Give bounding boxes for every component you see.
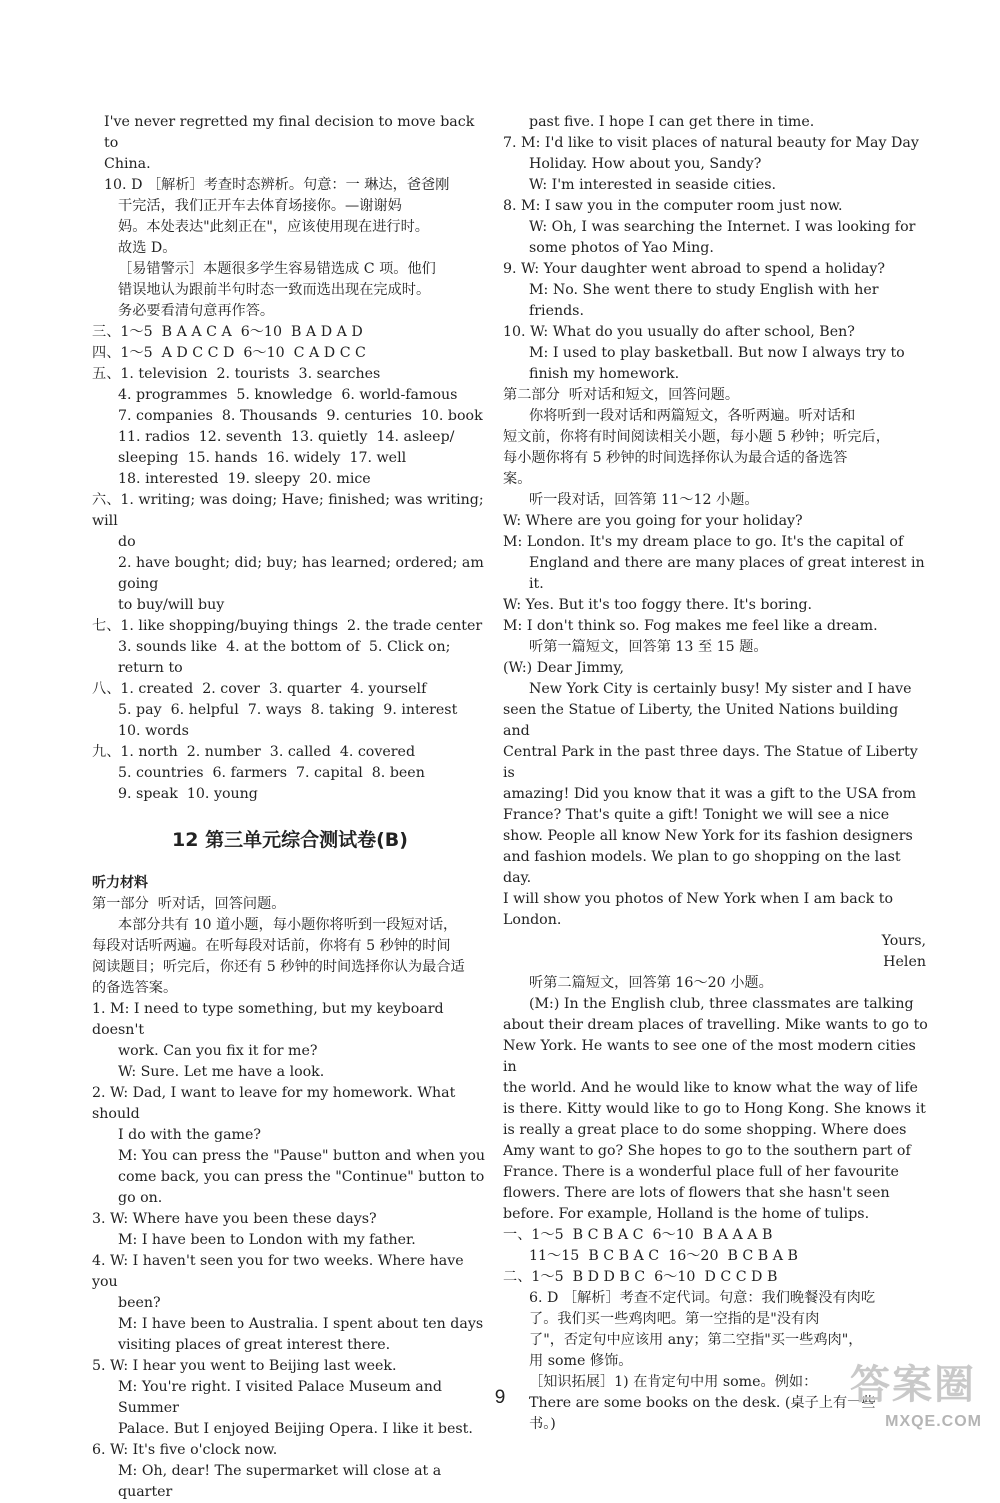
text-line: go on. bbox=[118, 1190, 163, 1206]
text-line: New York. He wants to see one of the most modern cities in bbox=[503, 1038, 921, 1075]
text-line: M: I don't think so. Fog makes me feel like a dream. bbox=[503, 618, 878, 634]
text-line: China. bbox=[104, 156, 151, 172]
text-line: M: You can press the "Pause" button and when you bbox=[118, 1148, 486, 1164]
text-line: been? bbox=[118, 1295, 161, 1311]
text-line: I will show you photos of New York when I am back to bbox=[503, 891, 894, 907]
text-line: 三、1～5 B A A C A 6～10 B A D A D bbox=[92, 324, 363, 340]
text-line: 10. W: What do you usually do after school, Ben? bbox=[503, 324, 855, 340]
text-line: 九、1. north 2. number 3. called 4. covered bbox=[92, 744, 416, 760]
listening-heading: 听力材料 bbox=[92, 875, 148, 891]
text-line: M: You're right. I visited Palace Museum and Summer bbox=[118, 1379, 447, 1416]
text-line: 1. M: I need to type something, but my keyboard doesn't bbox=[92, 1001, 449, 1038]
text-line: 你将听到一段对话和两篇短文，各听两遍。听对话和 bbox=[529, 408, 856, 424]
left-column bbox=[92, 112, 488, 1503]
text-line: 故选 D。 bbox=[118, 240, 177, 256]
text-line: (W:) Dear Jimmy, bbox=[503, 660, 624, 676]
text-line: 阅读题目；听完后，你还有 5 秒钟的时间选择你认为最合适 bbox=[92, 959, 465, 975]
text-line: 二、1～5 B D D B C 6～10 D C C D B bbox=[503, 1269, 778, 1285]
text-line: 8. M: I saw you in the computer room just now. bbox=[503, 198, 843, 214]
text-line: 八、1. created 2. cover 3. quarter 4. yourself bbox=[92, 681, 427, 697]
text-line: 10. words bbox=[118, 723, 189, 739]
text-line: seen the Statue of Liberty, the United Nations building and bbox=[503, 702, 903, 739]
right-text-block bbox=[503, 112, 928, 1435]
text-line: 5. W: I hear you went to Beijing last week. bbox=[92, 1358, 397, 1374]
text-line: about their dream places of travelling. Mike wants to go to bbox=[503, 1017, 928, 1033]
text-line: 2. W: Dad, I want to leave for my homework. What should bbox=[92, 1085, 460, 1122]
text-line: Yours, bbox=[881, 933, 926, 949]
text-line: I do with the game? bbox=[118, 1127, 262, 1143]
section-title: 12 第三单元综合测试卷(B) bbox=[172, 829, 408, 851]
text-line: W: Sure. Let me have a look. bbox=[118, 1064, 325, 1080]
text-line: 6. W: It's five o'clock now. bbox=[92, 1442, 278, 1458]
listening-script-block bbox=[92, 894, 488, 1503]
text-line: Central Park in the past three days. The Statue of Liberty is bbox=[503, 744, 923, 781]
text-line: 了。我们买一些鸡肉吧。第一空指的是"没有肉 bbox=[529, 1311, 820, 1327]
text-line: some photos of Yao Ming. bbox=[529, 240, 714, 256]
text-line: There are some books on the desk. (桌子上有一些 bbox=[529, 1395, 876, 1411]
text-line: 本部分共有 10 道小题，每小题你将听到一段短对话， bbox=[118, 917, 458, 933]
text-line: (M:) In the English club, three classmates are talking bbox=[529, 996, 914, 1012]
text-line: 4. programmes 5. knowledge 6. world-famous bbox=[118, 387, 458, 403]
text-line: 第一部分 听对话，回答问题。 bbox=[92, 896, 286, 912]
text-line: 4. W: I haven't seen you for two weeks. Where have you bbox=[92, 1253, 469, 1290]
text-line: 案。 bbox=[503, 471, 532, 487]
text-line: 用 some 修饰。 bbox=[529, 1353, 633, 1369]
text-line: amazing! Did you know that it was a gift to the USA from bbox=[503, 786, 917, 802]
text-line: W: Oh, I was searching the Internet. I was looking for bbox=[529, 219, 916, 235]
text-line: come back, you can press the "Continue" button to bbox=[118, 1169, 485, 1185]
text-line: past five. I hope I can get there in time. bbox=[529, 114, 815, 130]
text-line: 四、1～5 A D C C D 6～10 C A D C C bbox=[92, 345, 366, 361]
text-line: W: I'm interested in seaside cities. bbox=[529, 177, 777, 193]
text-line: 9. speak 10. young bbox=[118, 786, 258, 802]
text-line: London. bbox=[503, 912, 562, 928]
text-line: England and there are many places of great interest in bbox=[529, 555, 925, 571]
text-line: ［知识拓展］1) 在肯定句中用 some。例如： bbox=[529, 1374, 818, 1390]
left-answers-block bbox=[92, 112, 488, 805]
text-line: 七、1. like shopping/buying things 2. the trade center bbox=[92, 618, 483, 634]
text-line: M: I used to play basketball. But now I always try to bbox=[529, 345, 905, 361]
text-line: 11. radios 12. seventh 13. quietly 14. asleep/ bbox=[118, 429, 455, 445]
text-line: 3. W: Where have you been these days? bbox=[92, 1211, 377, 1227]
text-line: friends. bbox=[529, 303, 584, 319]
text-line: Helen bbox=[883, 954, 926, 970]
text-line: New York City is certainly busy! My sister and I have bbox=[529, 681, 912, 697]
text-line: France? That's quite a gift! Tonight we will see a nice bbox=[503, 807, 890, 823]
text-line: 5. pay 6. helpful 7. ways 8. taking 9. interest bbox=[118, 702, 458, 718]
text-line: 每段对话听两遍。在听每段对话前，你将有 5 秒钟的时间 bbox=[92, 938, 451, 954]
text-line: 每小题你将有 5 秒钟的时间选择你认为最合适的备选答 bbox=[503, 450, 848, 466]
text-line: W: Where are you going for your holiday? bbox=[503, 513, 803, 529]
text-line: 3. sounds like 4. at the bottom of 5. Click on; bbox=[118, 639, 451, 655]
text-line: M: I have been to London with my father. bbox=[118, 1232, 416, 1248]
text-line: the world. And he would like to know what the way of life bbox=[503, 1080, 918, 1096]
text-line: 了"，否定句中应该用 any；第二空指"买一些鸡肉"， bbox=[529, 1332, 863, 1348]
text-line: M: No. She went there to study English with her bbox=[529, 282, 879, 298]
text-line: work. Can you fix it for me? bbox=[118, 1043, 318, 1059]
text-line: 干完活，我们正开车去体育场接你。—谢谢妈 bbox=[118, 198, 402, 214]
right-column bbox=[503, 112, 928, 1435]
text-line: 2. have bought; did; buy; has learned; ordered; am going bbox=[118, 555, 489, 592]
text-line: 书。) bbox=[529, 1416, 556, 1432]
text-line: 听第二篇短文，回答第 16～20 小题。 bbox=[529, 975, 773, 991]
text-line: 的备选答案。 bbox=[92, 980, 178, 996]
text-line: Amy want to go? She hopes to go to the southern part of bbox=[503, 1143, 911, 1159]
text-line: M: I have been to Australia. I spent about ten days bbox=[118, 1316, 484, 1332]
watermark-site-text: MXQE.COM bbox=[885, 1413, 982, 1430]
text-line: France. There is a wonderful place full of her favourite bbox=[503, 1164, 899, 1180]
text-line: 短文前，你将有时间阅读相关小题，每小题 5 秒钟；听完后， bbox=[503, 429, 890, 445]
text-line: do bbox=[118, 534, 136, 550]
text-line: 一、1～5 B C B A C 6～10 B A A A B bbox=[503, 1227, 773, 1243]
text-line: before. For example, Holland is the home of tulips. bbox=[503, 1206, 870, 1222]
text-line: 错误地认为跟前半句时态一致而选出现在完成时。 bbox=[118, 282, 431, 298]
text-line: 11～15 B C B A C 16～20 B C B A B bbox=[529, 1248, 798, 1264]
watermark-logo-text: 答案圈 bbox=[850, 1362, 976, 1408]
text-line: 妈。本处表达"此刻正在"，应该使用现在进行时。 bbox=[118, 219, 429, 235]
text-line: 务必要看清句意再作答。 bbox=[118, 303, 275, 319]
text-line: and fashion models. We plan to go shopping on the last day. bbox=[503, 849, 906, 886]
text-line: show. People all know New York for its fashion designers bbox=[503, 828, 913, 844]
text-line: Palace. But I enjoyed Beijing Opera. I like it best. bbox=[118, 1421, 473, 1437]
page-number: 9 bbox=[494, 1387, 506, 1408]
text-line: 6. D ［解析］考查不定代词。句意：我们晚餐没有肉吃 bbox=[529, 1290, 876, 1306]
text-line: I've never regretted my final decision to move back to bbox=[104, 114, 479, 151]
text-line: sleeping 15. hands 16. widely 17. well bbox=[118, 450, 407, 466]
text-line: 7. M: I'd like to visit places of natural beauty for May Day bbox=[503, 135, 919, 151]
text-line: 18. interested 19. sleepy 20. mice bbox=[118, 471, 371, 487]
text-line: to buy/will buy bbox=[118, 597, 225, 613]
text-line: 五、1. television 2. tourists 3. searches bbox=[92, 366, 381, 382]
text-line: is there. Kitty would like to go to Hong Kong. She knows it bbox=[503, 1101, 926, 1117]
text-line: it. bbox=[529, 576, 544, 592]
text-line: 听第一篇短文，回答第 13 至 15 题。 bbox=[529, 639, 768, 655]
text-line: 六、1. writing; was doing; Have; finished; was writing; will bbox=[92, 492, 489, 529]
watermark-logo bbox=[832, 1349, 992, 1439]
text-line: W: Yes. But it's too foggy there. It's boring. bbox=[503, 597, 813, 613]
text-line: 7. companies 8. Thousands 9. centuries 10. book bbox=[118, 408, 483, 424]
text-line: return to bbox=[118, 660, 183, 676]
text-line: is really a great place to do some shopping. Where does bbox=[503, 1122, 907, 1138]
text-line: finish my homework. bbox=[529, 366, 680, 382]
text-line: M: Oh, dear! The supermarket will close at a quarter bbox=[118, 1463, 446, 1500]
text-line: 9. W: Your daughter went abroad to spend a holiday? bbox=[503, 261, 886, 277]
text-line: ［易错警示］本题很多学生容易错选成 C 项。他们 bbox=[118, 261, 436, 277]
text-line: Holiday. How about you, Sandy? bbox=[529, 156, 762, 172]
text-line: 听一段对话，回答第 11～12 小题。 bbox=[529, 492, 759, 508]
text-line: visiting places of great interest there. bbox=[118, 1337, 391, 1353]
text-line: 第二部分 听对话和短文，回答问题。 bbox=[503, 387, 740, 403]
text-line: 10. D ［解析］考查时态辨析。句意：一 琳达，爸爸刚 bbox=[104, 177, 450, 193]
text-line: flowers. There are lots of flowers that she hasn't seen bbox=[503, 1185, 890, 1201]
text-line: M: London. It's my dream place to go. It's the capital of bbox=[503, 534, 904, 550]
text-line: 5. countries 6. farmers 7. capital 8. been bbox=[118, 765, 425, 781]
